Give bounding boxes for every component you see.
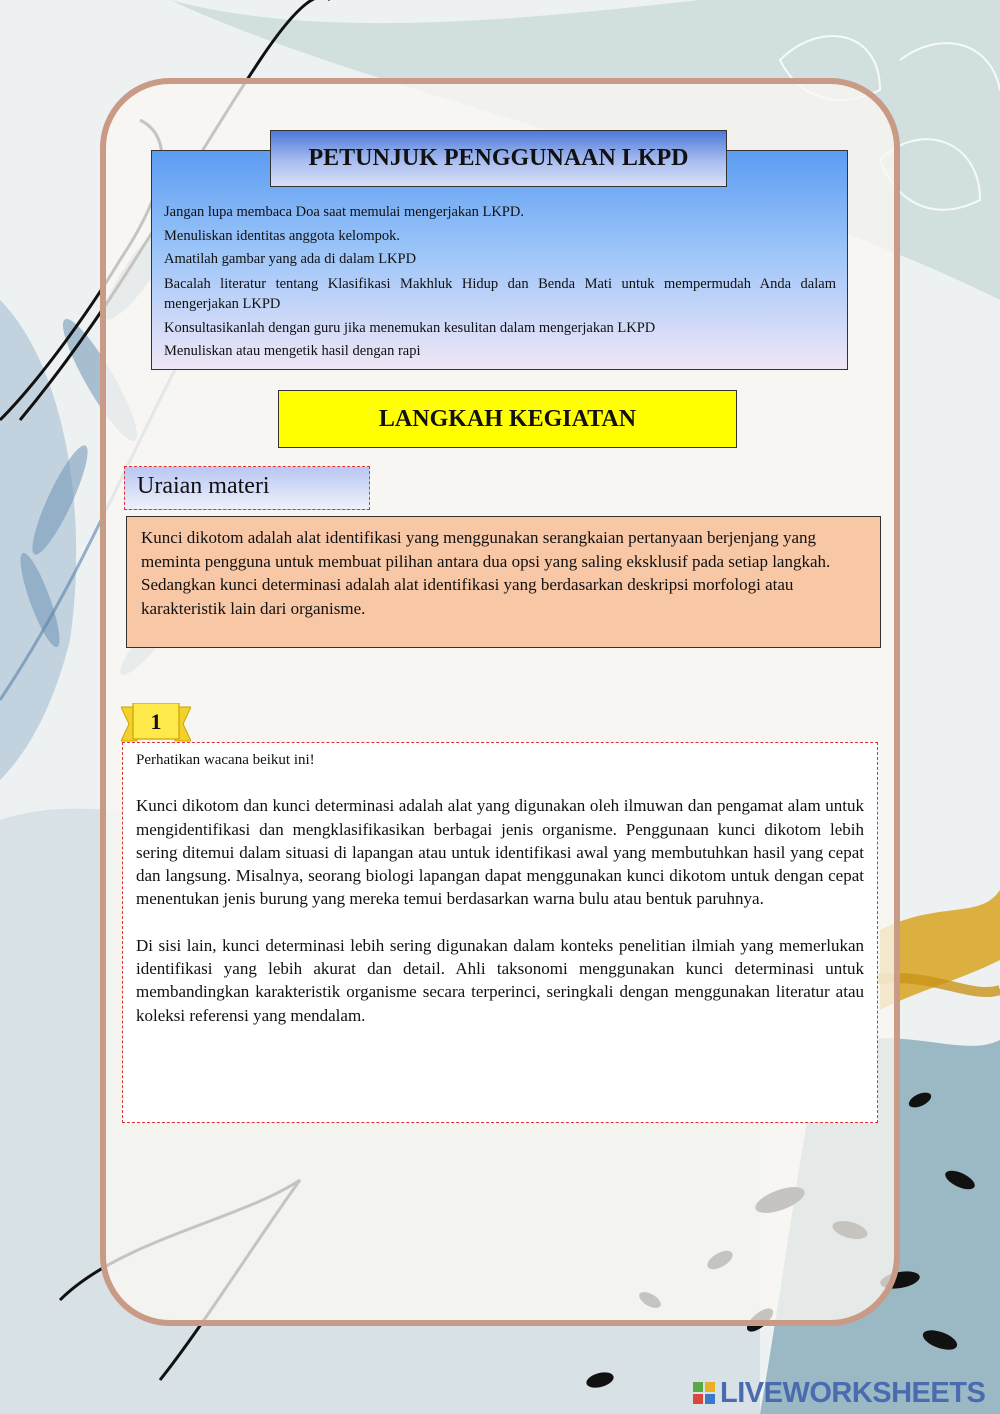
wacana-paragraph: Di sisi lain, kunci determinasi lebih sering digunakan dalam konteks penelitian ilmiah yang memerlukan identifikasi yang lebih akurat dan detail. Ahli taksonomi menggunakan kunci determinasi untuk membandingkan karakteristik organisme secara terperinci, seringkali dengan menggunakan literatur atau koleksi referensi yang mendalam. xyxy=(136,935,864,1025)
liveworksheets-logo-icon xyxy=(693,1380,717,1406)
liveworksheets-logo-text: LIVEWORKSHEETS xyxy=(720,1376,986,1409)
petunjuk-item: Menuliskan identitas anggota kelompok. xyxy=(164,227,400,244)
liveworksheets-logo[interactable] xyxy=(693,1376,985,1410)
uraian-materi-box xyxy=(126,516,881,648)
activity-number: 1 xyxy=(150,709,162,734)
wacana-intro: Perhatikan wacana beikut ini! xyxy=(136,752,315,768)
wacana-box xyxy=(122,742,878,1123)
petunjuk-title-tab xyxy=(270,130,727,187)
uraian-materi-label xyxy=(124,466,370,510)
langkah-title: LANGKAH KEGIATAN xyxy=(378,405,637,432)
petunjuk-item: Bacalah literatur tentang Klasifikasi Makhluk Hidup dan Benda Mati untuk mempermudah Anda dalam mengerjakan LKPD xyxy=(164,275,836,312)
uraian-text: Kunci dikotom adalah alat identifikasi yang menggunakan serangkaian pertanyaan berjenjang yang meminta pengguna untuk membuat pilihan antara dua opsi yang saling eksklusif pada setiap langkah. Sedangkan kunci determinasi adalah alat identifikasi yang berdasarkan deskripsi morfologi atau karakteristik lain dari organisme. xyxy=(141,528,831,618)
wacana-paragraph: Kunci dikotom dan kunci determinasi adalah alat yang digunakan oleh ilmuwan dan pengamat alam untuk mengidentifikasi dan mengklasifikasikan berbagai jenis organisme. Penggunaan kunci dikotom lebih sering ditemui dalam situasi di lapangan atau untuk identifikasi awal yang membutuhkan hasil yang cepat dan langsung. Misalnya, seorang biologi lapangan dapat menggunakan kunci dikotom untuk dengan cepat menentukan jenis burung yang mereka temui berdasarkan warna bulu atau bentuk paruhnya. xyxy=(136,796,864,909)
langkah-kegiatan-banner xyxy=(278,390,737,448)
petunjuk-item: Konsultasikanlah dengan guru jika menemukan kesulitan dalam mengerjakan LKPD xyxy=(164,319,656,336)
petunjuk-list xyxy=(164,201,836,364)
activity-number-badge xyxy=(121,703,191,745)
uraian-title: Uraian materi xyxy=(137,473,270,499)
petunjuk-title: PETUNJUK PENGGUNAAN LKPD xyxy=(308,145,689,171)
petunjuk-item: Jangan lupa membaca Doa saat memulai mengerjakan LKPD. xyxy=(164,204,524,220)
petunjuk-item: Amatilah gambar yang ada di dalam LKPD xyxy=(164,251,417,267)
petunjuk-item: Menuliskan atau mengetik hasil dengan rapi xyxy=(164,343,421,359)
